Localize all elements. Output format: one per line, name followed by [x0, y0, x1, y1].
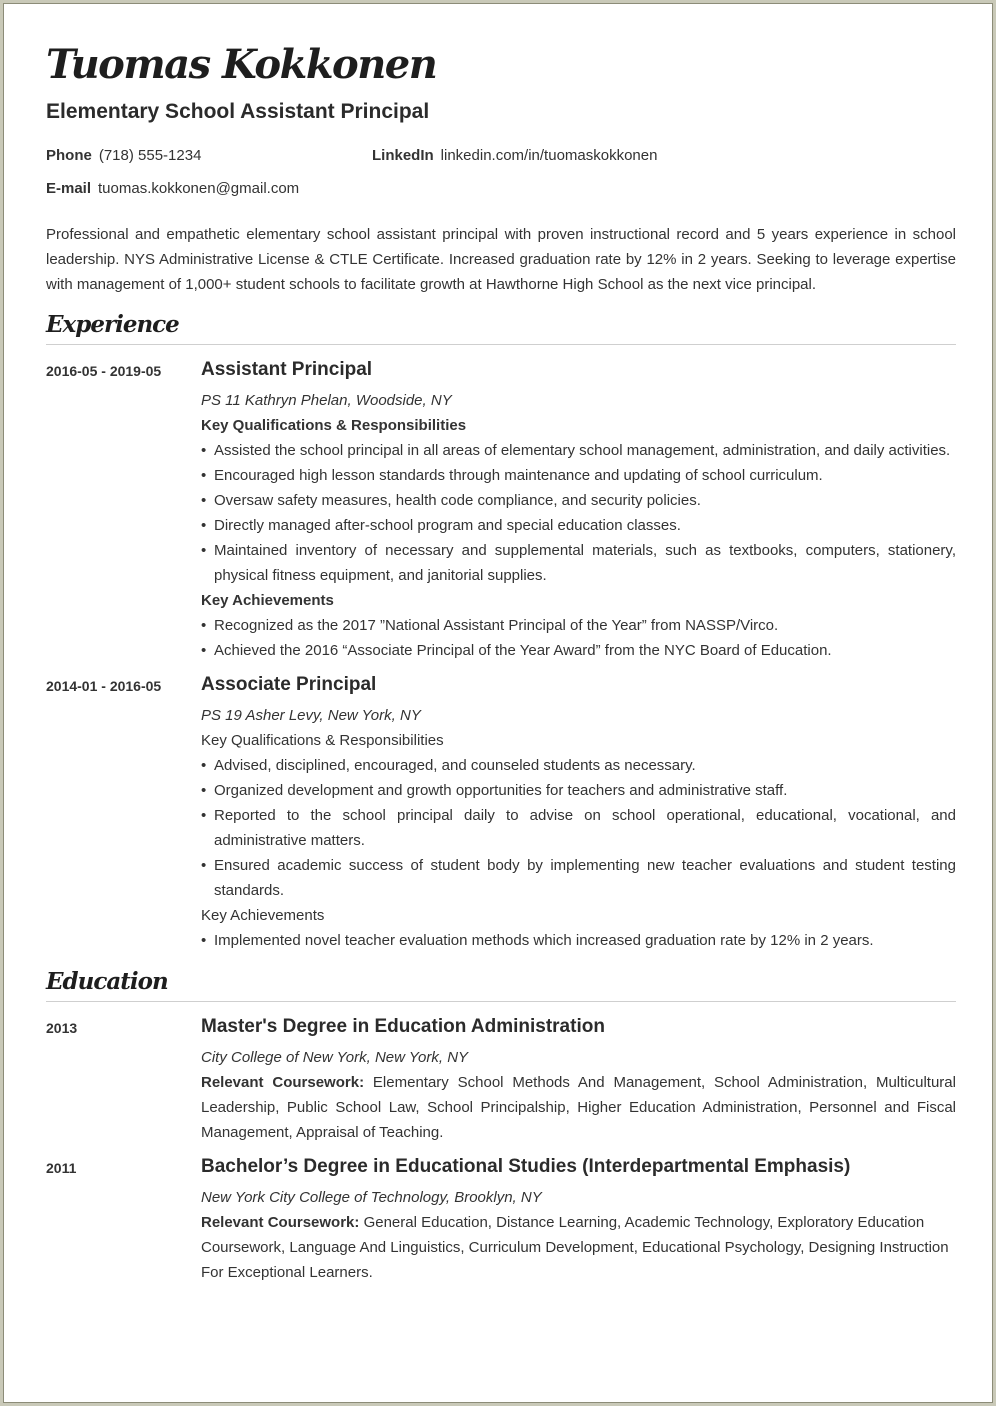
list-item: • Oversaw safety measures, health code compliance, and security policies.	[201, 488, 956, 513]
job-date: 2016-05 - 2019-05	[46, 363, 162, 379]
job-date: 2014-01 - 2016-05	[46, 678, 162, 694]
phone-label: Phone	[46, 147, 92, 164]
responsibilities-heading: Key Qualifications & Responsibilities	[201, 732, 444, 749]
job-body	[201, 674, 956, 953]
education-date: 2013	[46, 1020, 78, 1036]
list-item: • Ensured academic success of student body by implementing new teacher evaluations and student testing standards.	[201, 853, 956, 903]
list-item: • Advised, disciplined, encouraged, and counseled students as necessary.	[201, 753, 956, 778]
experience-heading: Experience	[46, 311, 956, 345]
responsibilities-heading: Key Qualifications & Responsibilities	[201, 417, 467, 434]
email-label: E-mail	[46, 180, 92, 197]
list-item: • Encouraged high lesson standards through maintenance and updating of school curriculum.	[201, 463, 956, 488]
list-item: • Organized development and growth opportunities for teachers and administrative staff.	[201, 778, 956, 803]
responsibilities-list	[201, 753, 956, 903]
list-item: • Implemented novel teacher evaluation methods which increased graduation rate by 12% in 2 years.	[201, 928, 956, 953]
contact-phone	[46, 147, 201, 164]
achievements-list	[201, 613, 956, 663]
job-organization: PS 11 Kathryn Phelan, Woodside, NY	[201, 392, 452, 409]
responsibilities-list	[201, 438, 956, 588]
linkedin-label: LinkedIn	[372, 147, 434, 164]
achievements-list	[201, 928, 956, 953]
phone-value: (718) 555-1234	[98, 147, 202, 164]
achievements-heading: Key Achievements	[201, 907, 325, 924]
coursework-label: Relevant Coursework:	[201, 1214, 360, 1231]
candidate-name: Tuomas Kokkonen	[46, 41, 437, 88]
education-heading: Education	[46, 968, 956, 1002]
degree-title: Master's Degree in Education Administration	[201, 1016, 605, 1037]
coursework	[201, 1070, 956, 1145]
list-item: • Achieved the 2016 “Associate Principal of the Year Award” from the NYC Board of Education.	[201, 638, 956, 663]
list-item: • Assisted the school principal in all areas of elementary school management, administration, and daily activities.	[201, 438, 956, 463]
achievements-heading: Key Achievements	[201, 592, 334, 609]
job-body	[201, 359, 956, 663]
list-item: • Reported to the school principal daily to advise on school operational, educational, vocational, and administrative matters.	[201, 803, 956, 853]
contact-email	[46, 180, 299, 197]
job-role: Assistant Principal	[201, 359, 373, 380]
list-item: • Maintained inventory of necessary and supplemental materials, such as textbooks, computers, stationery, physical fitness equipment, and janitorial supplies.	[201, 538, 956, 588]
coursework	[201, 1210, 956, 1285]
list-item: • Recognized as the 2017 ”National Assistant Principal of the Year” from NASSP/Virco.	[201, 613, 956, 638]
education-date: 2011	[46, 1160, 77, 1176]
degree-title: Bachelor’s Degree in Educational Studies (Interdepartmental Emphasis)	[201, 1156, 851, 1177]
linkedin-value: linkedin.com/in/tuomaskokkonen	[440, 147, 658, 164]
coursework-text: Elementary School Methods And Management, School Administration, Multicultural Leadership, Public School Law, School Principalship, Higher Education Administration, Personnel and Fiscal Management, Appraisal of Teaching.	[201, 1074, 956, 1141]
coursework-text: General Education, Distance Learning, Academic Technology, Exploratory Education Coursework, Language And Linguistics, Curriculum Development, Educational Psychology, Designing Instruction For Exceptional Learners.	[201, 1214, 949, 1281]
education-body	[201, 1016, 956, 1145]
email-value: tuomas.kokkonen@gmail.com	[98, 180, 300, 197]
education-body	[201, 1156, 956, 1285]
list-item: • Directly managed after-school program and special education classes.	[201, 513, 956, 538]
professional-summary: Professional and empathetic elementary school assistant principal with proven instructional record and 5 years experience in school leadership. NYS Administrative License & CTLE Certificate. Increased graduation rate by 12% in 2 years. Seeking to leverage expertise with management of 1,000+ student schools to facilitate growth at Hawthorne High School as the next vice principal.	[46, 226, 956, 293]
coursework-label: Relevant Coursework:	[201, 1074, 365, 1091]
school-name: City College of New York, New York, NY	[201, 1049, 469, 1066]
job-role: Associate Principal	[201, 674, 377, 695]
school-name: New York City College of Technology, Brooklyn, NY	[201, 1189, 542, 1206]
contact-linkedin	[372, 147, 657, 164]
candidate-title: Elementary School Assistant Principal	[46, 100, 430, 123]
job-organization: PS 19 Asher Levy, New York, NY	[201, 707, 421, 724]
